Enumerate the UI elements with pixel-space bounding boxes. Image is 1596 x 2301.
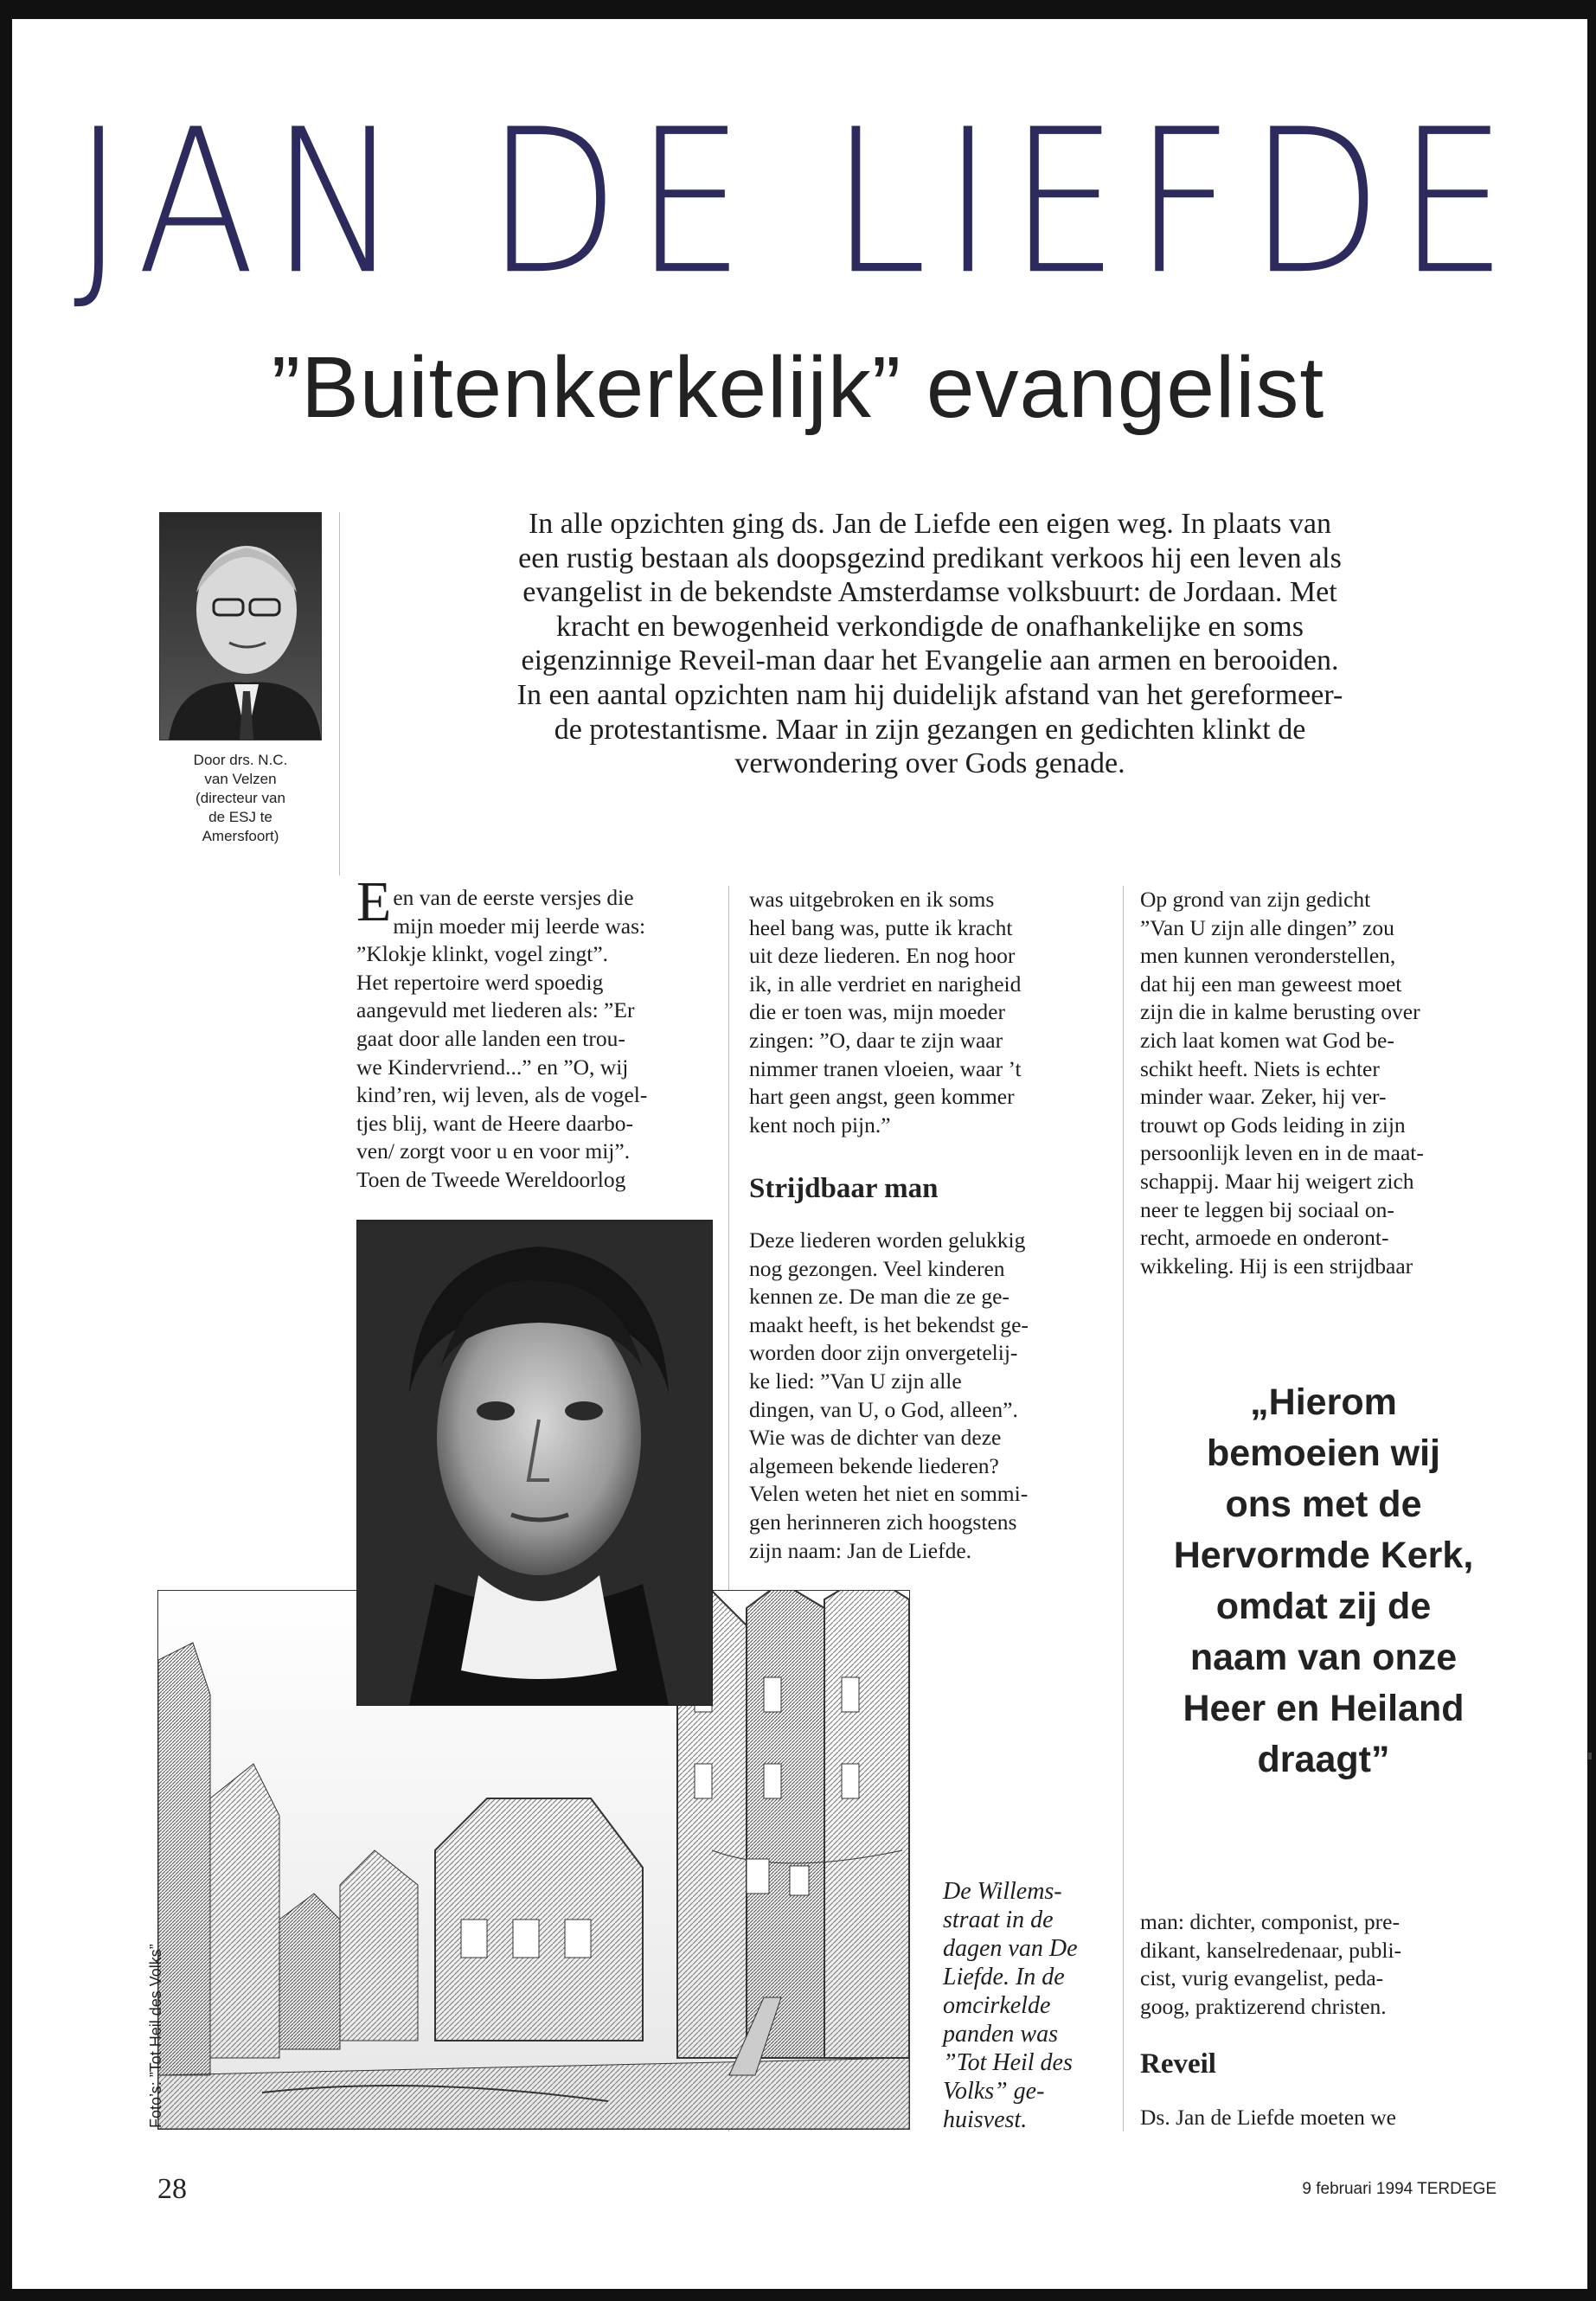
pull-quote <box>1125 1377 1522 1785</box>
section-heading-strijdbaar: Strijdbaar man <box>749 1173 939 1204</box>
author-caption-line: van Velzen <box>204 771 277 787</box>
body-column-2-bottom <box>749 1227 1095 1565</box>
author-caption-line: de ESJ te <box>208 809 272 825</box>
body-line: was uitgebroken en ik soms <box>749 887 995 912</box>
body-line: ke lied: ”Van U zijn alle <box>749 1368 962 1394</box>
author-photo <box>159 512 322 740</box>
body-line: ”Klokje klinkt, vogel zingt”. <box>356 941 609 967</box>
body-line: algemeen bekende liederen? <box>749 1452 999 1478</box>
page-number: 28 <box>157 2173 187 2205</box>
body-line: uit deze liederen. En nog hoor <box>749 943 1016 969</box>
body-line: dikant, kanselredenaar, publi- <box>1140 1937 1402 1963</box>
intro-line: verwondering over Gods genade. <box>734 747 1125 780</box>
caption-line: dagen van De <box>943 1935 1078 1962</box>
caption-line: omcirkelde <box>943 1992 1051 2019</box>
body-line: Toen de Tweede Wereldoorlog <box>356 1166 626 1192</box>
body-column-3-top <box>1140 886 1503 1280</box>
body-line: gen herinneren zich hoogstens <box>749 1509 1017 1535</box>
caption-line: huisvest. <box>943 2106 1028 2133</box>
column-rule <box>339 512 340 875</box>
body-column-3-middle <box>1140 1908 1503 2021</box>
engraving-caption <box>943 1877 1099 2134</box>
body-line: Deze liederen worden gelukkig <box>749 1227 1026 1253</box>
body-line: Het repertoire werd spoedig <box>356 969 604 995</box>
body-line: men kunnen veronderstellen, <box>1140 943 1396 969</box>
body-line: cist, vurig evangelist, peda- <box>1140 1965 1384 1991</box>
intro-line: In alle opzichten ging ds. Jan de Liefde een eigen weg. In plaats van <box>528 508 1332 540</box>
body-line: maakt heeft, is het bekendst ge- <box>749 1311 1029 1337</box>
body-line: gaat door alle landen een trou- <box>356 1025 625 1051</box>
pull-quote-line: Hervormde Kerk, <box>1173 1535 1474 1576</box>
issue-date: 9 februari 1994 TERDEGE <box>1302 2180 1497 2198</box>
pull-quote-line: bemoeien wij <box>1206 1433 1440 1474</box>
body-line: minder waar. Zeker, hij ver- <box>1140 1084 1387 1110</box>
intro-line: evangelist in de bekendste Amsterdamse volksbuurt: de Jordaan. Met <box>522 576 1337 609</box>
body-line: mijn moeder mij leerde was: <box>393 913 646 939</box>
body-column-1 <box>356 870 702 1195</box>
intro-line: eigenzinnige Reveil-man daar het Evangelie aan armen en berooiden. <box>521 644 1339 677</box>
body-line: nog gezongen. Veel kinderen <box>749 1255 1005 1281</box>
body-line: ven/ zorgt voor u en voor mij”. <box>356 1138 631 1164</box>
body-line: Ds. Jan de Liefde moeten we <box>1140 2105 1396 2130</box>
caption-line: Volks” ge- <box>943 2078 1045 2105</box>
body-line: dingen, van U, o God, alleen”. <box>749 1396 1018 1422</box>
caption-line: ”Tot Heil des <box>943 2049 1073 2076</box>
section-heading-reveil: Reveil <box>1140 2048 1216 2080</box>
body-line: schappij. Maar hij weigert zich <box>1140 1168 1414 1194</box>
pull-quote-line: naam van onze <box>1189 1637 1458 1678</box>
body-line: we Kindervriend...” en ”O, wij <box>356 1054 629 1080</box>
intro-paragraph <box>450 507 1410 781</box>
photo-credit: Foto’s: ”Tot Heil des Volks” <box>147 1944 164 2128</box>
body-line: worden door zijn onvergetelij- <box>749 1340 1018 1366</box>
body-line: nimmer tranen vloeien, waar ’t <box>749 1055 1022 1081</box>
body-line: man: dichter, componist, pre- <box>1140 1909 1400 1934</box>
body-line: tjes blij, want de Heere daarbo- <box>356 1110 634 1136</box>
body-line: kind’ren, wij leven, als de vogel- <box>356 1082 648 1108</box>
body-line: persoonlijk leven en in de maat- <box>1140 1140 1424 1166</box>
body-line: neer te leggen bij sociaal on- <box>1140 1196 1394 1222</box>
author-caption-line: Amersfoort) <box>202 828 279 844</box>
intro-line: een rustig bestaan als doopsgezind predikant verkoos hij een leven als <box>518 542 1342 574</box>
author-caption-line: (directeur van <box>195 790 285 806</box>
drop-cap: E <box>356 870 392 933</box>
body-line: hart geen angst, geen kommer <box>749 1084 1015 1110</box>
author-caption <box>154 751 327 846</box>
body-column-3-bottom <box>1140 2104 1503 2132</box>
body-line: dat hij een man geweest moet <box>1140 971 1402 997</box>
article-subtitle: ”Buitenkerkelijk” evangelist <box>271 339 1325 436</box>
caption-line: Liefde. In de <box>943 1964 1065 1990</box>
pull-quote-line: omdat zij de <box>1215 1586 1432 1627</box>
body-line: ik, in alle verdriet en narigheid <box>749 971 1022 997</box>
article-title: JAN DE LIEFDE <box>73 87 1523 319</box>
edge-mark <box>1588 1753 1592 1759</box>
author-caption-line: Door drs. N.C. <box>193 752 288 768</box>
body-line: ”Van U zijn alle dingen” zou <box>1140 914 1394 940</box>
body-line: trouwt op Gods leiding in zijn <box>1140 1112 1406 1138</box>
body-line: Wie was de dichter van deze <box>749 1425 1002 1451</box>
pull-quote-line: draagt” <box>1257 1739 1390 1780</box>
pull-quote-line: ons met de <box>1225 1484 1422 1525</box>
pull-quote-line: „Hierom <box>1250 1381 1397 1423</box>
body-line: die er toen was, mijn moeder <box>749 999 1005 1025</box>
column-rule <box>1123 886 1124 2131</box>
intro-line: kracht en bewogenheid verkondigde de onafhankelijke en soms <box>556 610 1304 643</box>
body-line: kennen ze. De man die ze ge- <box>749 1284 1010 1310</box>
body-line: recht, armoede en onderont- <box>1140 1225 1389 1251</box>
pull-quote-line: Heer en Heiland <box>1183 1688 1465 1729</box>
body-line: en van de eerste versjes die <box>393 885 634 910</box>
caption-line: straat in de <box>943 1907 1054 1933</box>
body-line: zijn naam: Jan de Liefde. <box>749 1537 972 1563</box>
intro-line: In een aantal opzichten nam hij duidelijk afstand van het gereformeer- <box>516 678 1343 711</box>
body-line: zich laat komen wat God be- <box>1140 1027 1394 1053</box>
body-line: wikkeling. Hij is een strijdbaar <box>1140 1253 1413 1279</box>
body-line: Op grond van zijn gedicht <box>1140 887 1371 912</box>
body-line: schikt heeft. Niets is echter <box>1140 1055 1380 1081</box>
caption-line: De Willems- <box>943 1878 1062 1905</box>
body-line: heel bang was, putte ik kracht <box>749 914 1013 940</box>
body-line: kent noch pijn.” <box>749 1112 891 1138</box>
body-line: goog, praktizerend christen. <box>1140 1993 1387 2019</box>
caption-line: panden was <box>943 2021 1058 2048</box>
body-line: Velen weten het niet en sommi- <box>749 1481 1029 1507</box>
body-line: zingen: ”O, daar te zijn waar <box>749 1027 1003 1053</box>
body-line: zijn die in kalme berusting over <box>1140 999 1420 1025</box>
intro-line: de protestantisme. Maar in zijn gezangen en gedichten klinkt de <box>554 713 1306 746</box>
jan-de-liefde-portrait <box>356 1220 713 1706</box>
body-column-2-top <box>749 886 1095 1139</box>
body-line: aangevuld met liederen als: ”Er <box>356 997 635 1023</box>
